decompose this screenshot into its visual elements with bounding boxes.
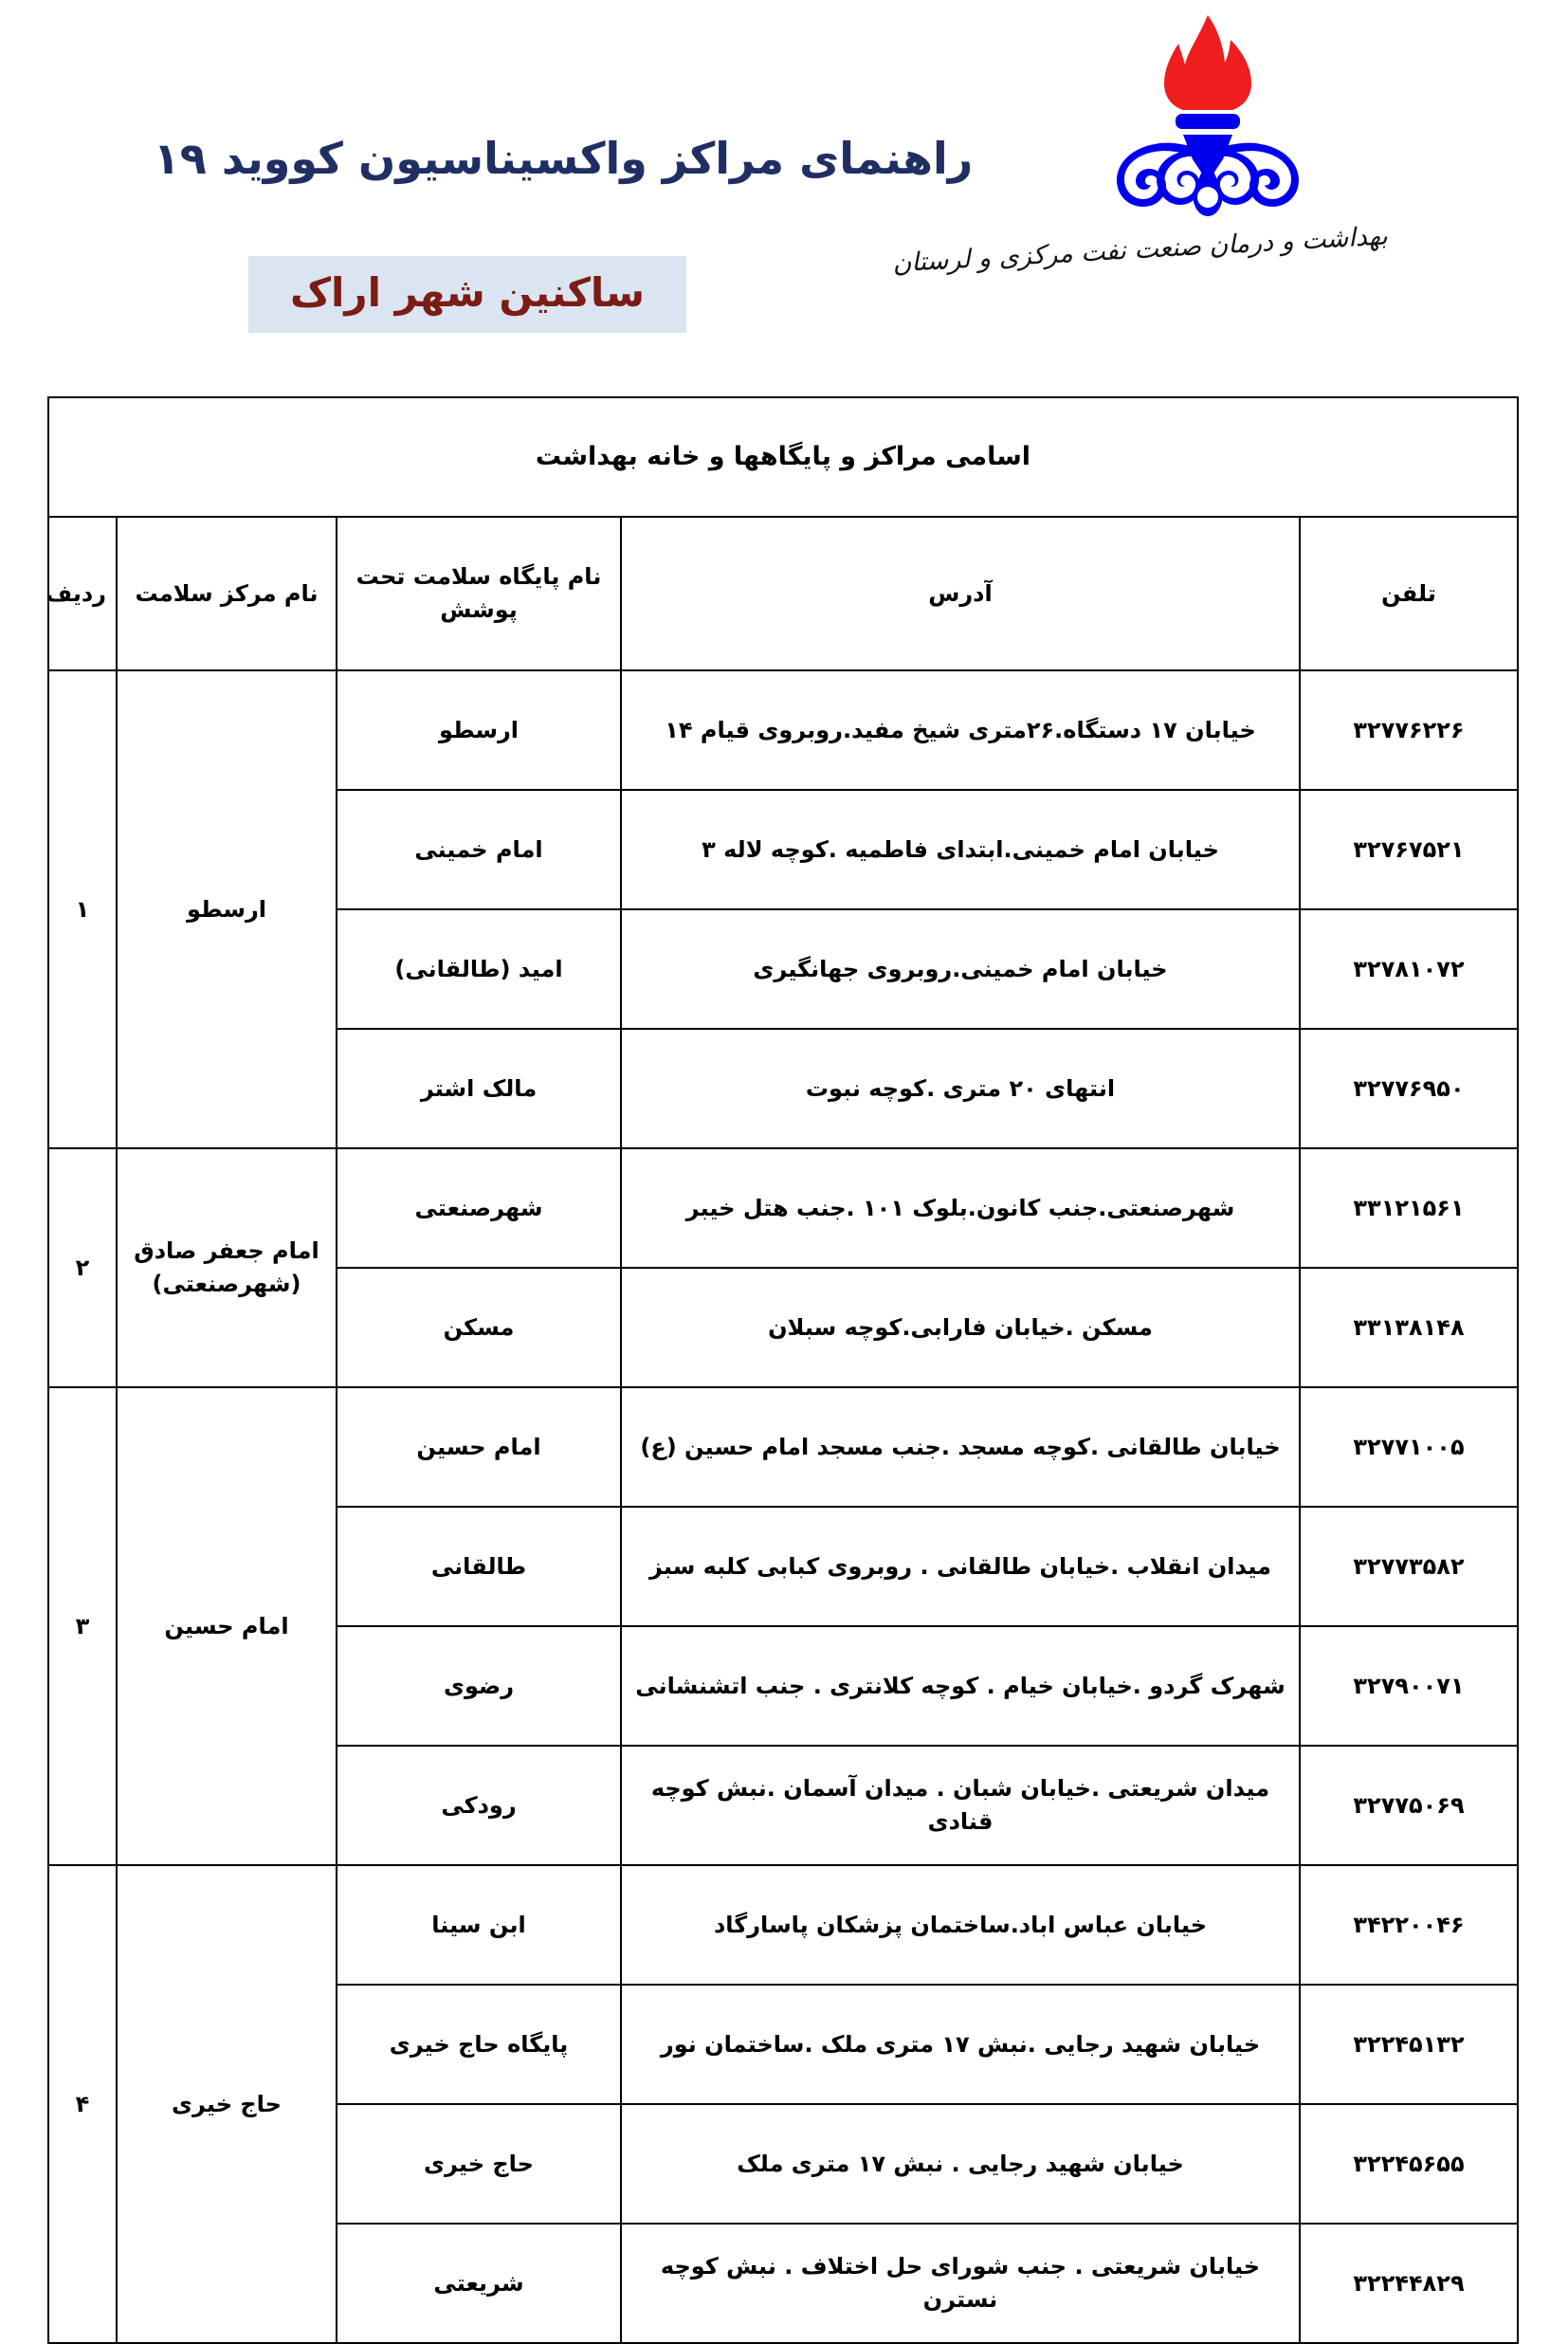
table-row bbox=[48, 1387, 1518, 1507]
cell-health-post: حاج خیری bbox=[337, 2104, 621, 2224]
cell-health-post: امید (طالقانی) bbox=[337, 909, 621, 1029]
column-header-center: نام مرکز سلامت bbox=[117, 517, 337, 670]
cell-health-post: رودکی bbox=[337, 1746, 621, 1865]
vaccination-centers-table-wrap bbox=[46, 396, 1519, 2344]
cell-row-number: ۴ bbox=[48, 1865, 117, 2343]
organization-logo-block bbox=[891, 8, 1389, 279]
cell-row-number: ۳ bbox=[48, 1387, 117, 1865]
cell-phone: ۳۲۷۷۳۵۸۲ bbox=[1300, 1507, 1518, 1626]
cell-health-post: مسکن bbox=[337, 1268, 621, 1387]
column-header-phone: تلفن bbox=[1300, 517, 1518, 670]
cell-row-number: ۱ bbox=[48, 670, 117, 1148]
table-row bbox=[48, 670, 1518, 790]
table-banner-row bbox=[48, 397, 1518, 517]
table-head bbox=[48, 397, 1518, 670]
table-row bbox=[48, 1148, 1518, 1268]
cell-health-center: ارسطو bbox=[117, 670, 337, 1148]
cell-phone: ۳۲۷۷۵۰۶۹ bbox=[1300, 1746, 1518, 1865]
cell-phone: ۳۲۷۷۶۹۵۰ bbox=[1300, 1029, 1518, 1148]
cell-phone: ۳۲۷۶۷۵۲۱ bbox=[1300, 790, 1518, 909]
center-circle bbox=[1197, 187, 1218, 208]
cell-health-post: شهرصنعتی bbox=[337, 1148, 621, 1268]
cell-phone: ۳۲۷۸۱۰۷۲ bbox=[1300, 909, 1518, 1029]
table-banner-title: اسامی مراکز و پایگاهها و خانه بهداشت bbox=[48, 397, 1518, 517]
cell-phone: ۳۲۷۷۱۰۰۵ bbox=[1300, 1387, 1518, 1507]
cell-health-post: ارسطو bbox=[337, 670, 621, 790]
subtitle-highlight-box bbox=[248, 256, 686, 333]
cell-phone: ۳۳۱۳۸۱۴۸ bbox=[1300, 1268, 1518, 1387]
cell-health-post: طالقانی bbox=[337, 1507, 621, 1626]
cell-row-number: ۲ bbox=[48, 1148, 117, 1387]
cell-address: شهرک گردو .خیابان خیام . کوچه کلانتری . جنب اتشنشانی bbox=[621, 1626, 1300, 1746]
vaccination-centers-table bbox=[47, 396, 1519, 2344]
cell-health-post: شریعتی bbox=[337, 2224, 621, 2343]
cell-address: خیابان امام خمینی.روبروی جهانگیری bbox=[621, 909, 1300, 1029]
cell-phone: ۳۳۱۲۱۵۶۱ bbox=[1300, 1148, 1518, 1268]
column-header-radif: ردیف bbox=[48, 517, 117, 670]
cell-address: انتهای ۲۰ متری .کوچه نبوت bbox=[621, 1029, 1300, 1148]
cell-health-center: امام حسین bbox=[117, 1387, 337, 1865]
table-row bbox=[48, 1865, 1518, 1985]
cell-address: خیابان ۱۷ دستگاه.۲۶متری شیخ مفید.روبروی قیام ۱۴ bbox=[621, 670, 1300, 790]
cell-health-post: پایگاه حاج خیری bbox=[337, 1985, 621, 2104]
cell-health-post: امام خمینی bbox=[337, 790, 621, 909]
flame-shape bbox=[1164, 15, 1251, 110]
column-header-address: آدرس bbox=[621, 517, 1300, 670]
cell-health-center: حاج خیری bbox=[117, 1865, 337, 2343]
cell-address: مسکن .خیابان فارابی.کوچه سبلان bbox=[621, 1268, 1300, 1387]
nioc-flame-logo-icon bbox=[1056, 8, 1359, 245]
organization-name: بهداشت و درمان صنعت نفت مرکزی و لرستان bbox=[891, 221, 1389, 279]
cell-address: خیابان طالقانی .کوچه مسجد .جنب مسجد امام حسین (ع) bbox=[621, 1387, 1300, 1507]
cell-health-post: مالک اشتر bbox=[337, 1029, 621, 1148]
cell-address: خیابان شهید رجایی . نبش ۱۷ متری ملک bbox=[621, 2104, 1300, 2224]
cell-phone: ۳۲۷۹۰۰۷۱ bbox=[1300, 1626, 1518, 1746]
cell-phone: ۳۲۷۷۶۲۲۶ bbox=[1300, 670, 1518, 790]
table-header-row bbox=[48, 517, 1518, 670]
cell-phone: ۳۲۲۴۵۶۵۵ bbox=[1300, 2104, 1518, 2224]
cell-address: خیابان عباس اباد.ساختمان پزشکان پاسارگاد bbox=[621, 1865, 1300, 1985]
cell-address: خیابان شهید رجایی .نبش ۱۷ متری ملک .ساختمان نور bbox=[621, 1985, 1300, 2104]
cell-address: شهرصنعتی.جنب کانون.بلوک ۱۰۱ .جنب هتل خیبر bbox=[621, 1148, 1300, 1268]
table-body bbox=[48, 670, 1518, 2343]
document-header bbox=[0, 0, 1568, 379]
column-header-post: نام پایگاه سلامت تحت پوشش bbox=[337, 517, 621, 670]
torch-band bbox=[1176, 114, 1240, 129]
cell-address: میدان شریعتی .خیابان شبان . میدان آسمان .نبش کوچه قنادی bbox=[621, 1746, 1300, 1865]
cell-health-post: رضوی bbox=[337, 1626, 621, 1746]
cell-phone: ۳۲۲۴۵۱۳۲ bbox=[1300, 1985, 1518, 2104]
cell-health-post: ابن سینا bbox=[337, 1865, 621, 1985]
page-title: راهنمای مراکز واکسیناسیون کووید ۱۹ bbox=[153, 133, 974, 184]
cell-address: خیابان امام خمینی.ابتدای فاطمیه .کوچه لاله ۳ bbox=[621, 790, 1300, 909]
cell-phone: ۳۲۲۴۴۸۲۹ bbox=[1300, 2224, 1518, 2343]
cell-address: خیابان شریعتی . جنب شورای حل اختلاف . نبش کوچه نسترن bbox=[621, 2224, 1300, 2343]
cell-phone: ۳۴۲۲۰۰۴۶ bbox=[1300, 1865, 1518, 1985]
cell-address: میدان انقلاب .خیابان طالقانی . روبروی کبابی کلبه سبز bbox=[621, 1507, 1300, 1626]
cell-health-post: امام حسین bbox=[337, 1387, 621, 1507]
subtitle-text: ساکنین شهر اراک bbox=[290, 269, 645, 316]
cell-health-center: امام جعفر صادق (شهرصنعتی) bbox=[117, 1148, 337, 1387]
